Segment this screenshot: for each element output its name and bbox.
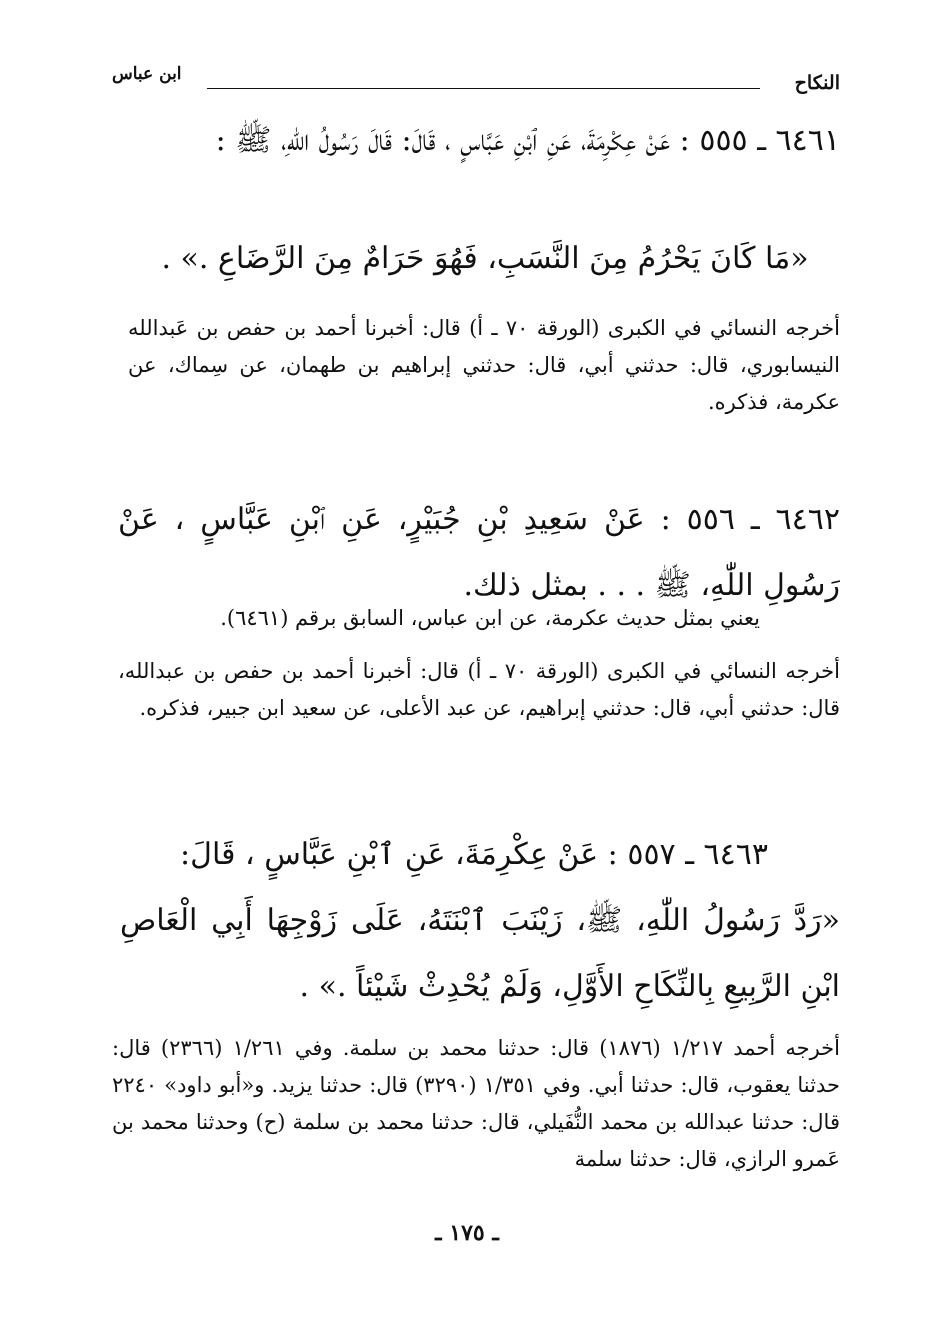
- hadith-6463-matn: «رَدَّ رَسُولُ اللّٰهِ، ﷺ، زَيْنَبَ ٱبْنَتَهُ، عَلَى زَوْجِهَا أَبِي الْعَاصِ ابْنِ الرَّبِيعِ بِالنِّكَاحِ الأَوَّلِ، وَلَمْ يُحْدِثْ شَيْئاً .» .: [120, 903, 840, 1004]
- header-rule: [207, 88, 760, 89]
- hadith-6462-note-2: أخرجه النسائي في الكبرى (الورقة ٧٠ ـ أ) قال: أخبرنا أحمد بن حفص بن عبدالله، قال: حدثني أبي، قال: حدثني إبراهيم، عن عبد الأعلى، عن سعيد ابن جبير، فذكره.: [118, 659, 840, 720]
- page-number: ـ ١٧٥ ـ: [435, 1220, 499, 1246]
- hadith-6461-isnad: ٦٤٦١ ـ ٥٥٥ : عَنْ عِكْرِمَةَ، عَنِ ٱبْنِ عَبَّاسٍ ، قَالَ: قَالَ رَسُولُ اللّٰهِ، ﷺ :: [215, 123, 840, 158]
- hadith-6462-isnad: ٦٤٦٢ ـ ٥٥٦ : عَنْ سَعِيدِ بْنِ جُبَيْرٍ، عَنِ ٱبْنِ عَبَّاسٍ ، عَنْ رَسُولِ اللّٰهِ، ﷺ . . . بمثل ذلك.: [118, 502, 840, 603]
- hadith-6463-isnad: ٦٤٦٣ ـ ٥٥٧ : عَنْ عِكْرِمَةَ، عَنِ ٱبْنِ عَبَّاسٍ ، قَالَ:: [180, 837, 768, 872]
- narrator-name: ابن عباس: [112, 64, 182, 84]
- hadith-6462-note-1: يعني بمثل حديث عكرمة، عن ابن عباس، السابق برقم (٦٤٦١).: [220, 606, 760, 630]
- hadith-6461-note: أخرجه النسائي في الكبرى (الورقة ٧٠ ـ أ) قال: أخبرنا أحمد بن حفص بن عَبدالله النيسابوري، قال: حدثني أبي، قال: حدثني إبراهيم بن طهمان، عن سِماك، عن عكرمة، فذكره.: [128, 316, 840, 414]
- hadith-6463-note: أخرجه أحمد ١/٢١٧ (١٨٧٦) قال: حدثنا محمد بن سلمة. وفي ١/٢٦١ (٢٣٦٦) قال: حدثنا يعقوب، قال: حدثنا أبي. وفي ١/٣٥١ (٣٢٩٠) قال: حدثنا يزيد. و«أبو داود» ٢٢٤٠ قال: حدثنا عبدالله بن محمد النُّفَيلي، قال: حدثنا محمد بن سلمة (ح) وحدثنا محمد بن عَمرو الرازي، قال: حدثنا سلمة: [112, 1036, 840, 1171]
- chapter-title: النكاح: [794, 72, 840, 94]
- hadith-6461-matn: «مَا كَانَ يَحْرُمُ مِنَ النَّسَبِ، فَهُوَ حَرَامٌ مِنَ الرَّضَاعِ .» .: [161, 241, 809, 276]
- running-header: [112, 66, 840, 100]
